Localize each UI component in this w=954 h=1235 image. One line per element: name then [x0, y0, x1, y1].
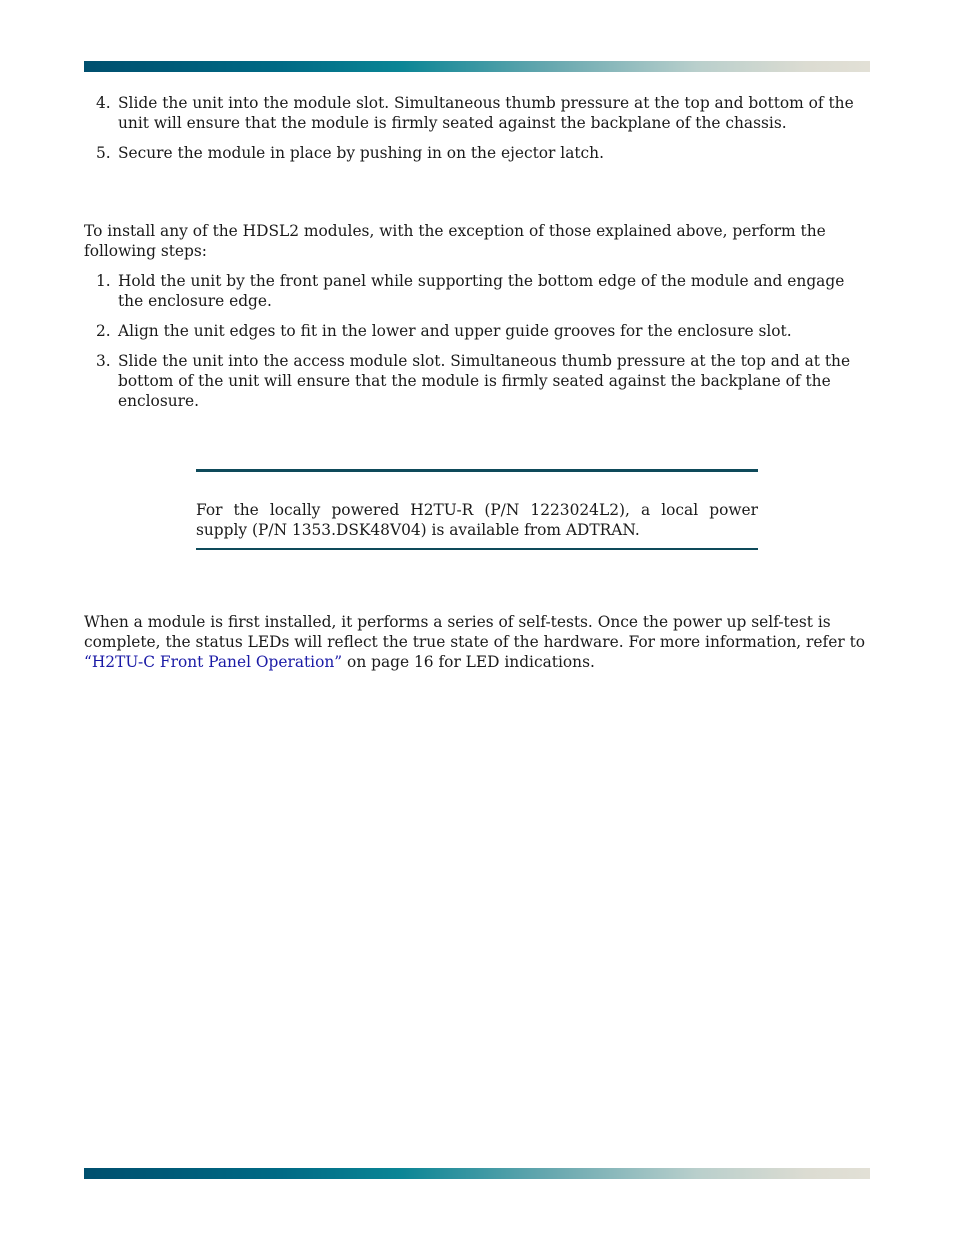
- note-text: For the locally powered H2TU-R (P/N 1223024L2), a local power supply (P/N 1353.DSK48V04) is available from ADTRAN.: [196, 501, 758, 539]
- step-text: Slide the unit into the access module slot. Simultaneous thumb pressure at the top and at the bottom of the unit will ensure that the module is firmly seated against the backplane of the enclosure.: [118, 352, 851, 410]
- list-item: [84, 93, 866, 133]
- front-panel-operation-link[interactable]: “H2TU-C Front Panel Operation”: [84, 653, 343, 671]
- second-step-list: [84, 271, 866, 411]
- list-item: [84, 351, 866, 411]
- step-number: 4.: [96, 94, 111, 112]
- note-box: [196, 469, 758, 550]
- step-number: 5.: [96, 144, 111, 162]
- self-test-text-after: on page 16 for LED indications.: [342, 653, 595, 671]
- intro-paragraph: To install any of the HDSL2 modules, with the exception of those explained above, perform the following steps:: [84, 222, 826, 260]
- step-number: 3.: [96, 352, 111, 370]
- step-text: Align the unit edges to fit in the lower and upper guide grooves for the enclosure slot.: [118, 322, 792, 340]
- step-number: 2.: [96, 322, 111, 340]
- list-item: [84, 321, 866, 341]
- self-test-text-before: When a module is first installed, it performs a series of self-tests. Once the power up self-test is complete, the status LEDs will reflect the true state of the hardware. For more information, refer to: [84, 613, 866, 651]
- step-number: 1.: [96, 272, 111, 290]
- step-text: Slide the unit into the module slot. Simultaneous thumb pressure at the top and bottom of the unit will ensure that the module is firmly seated against the backplane of the chassis.: [118, 94, 854, 132]
- list-item: [84, 143, 866, 163]
- step-text: Secure the module in place by pushing in on the ejector latch.: [118, 144, 604, 162]
- self-test-paragraph: [84, 612, 866, 672]
- footer-gradient-bar: [84, 1168, 870, 1179]
- first-step-list: [84, 93, 866, 163]
- header-gradient-bar: [84, 61, 870, 72]
- list-item: [84, 271, 866, 311]
- step-text: Hold the unit by the front panel while supporting the bottom edge of the module and engage the enclosure edge.: [118, 272, 845, 310]
- installation-steps-section: [84, 93, 866, 421]
